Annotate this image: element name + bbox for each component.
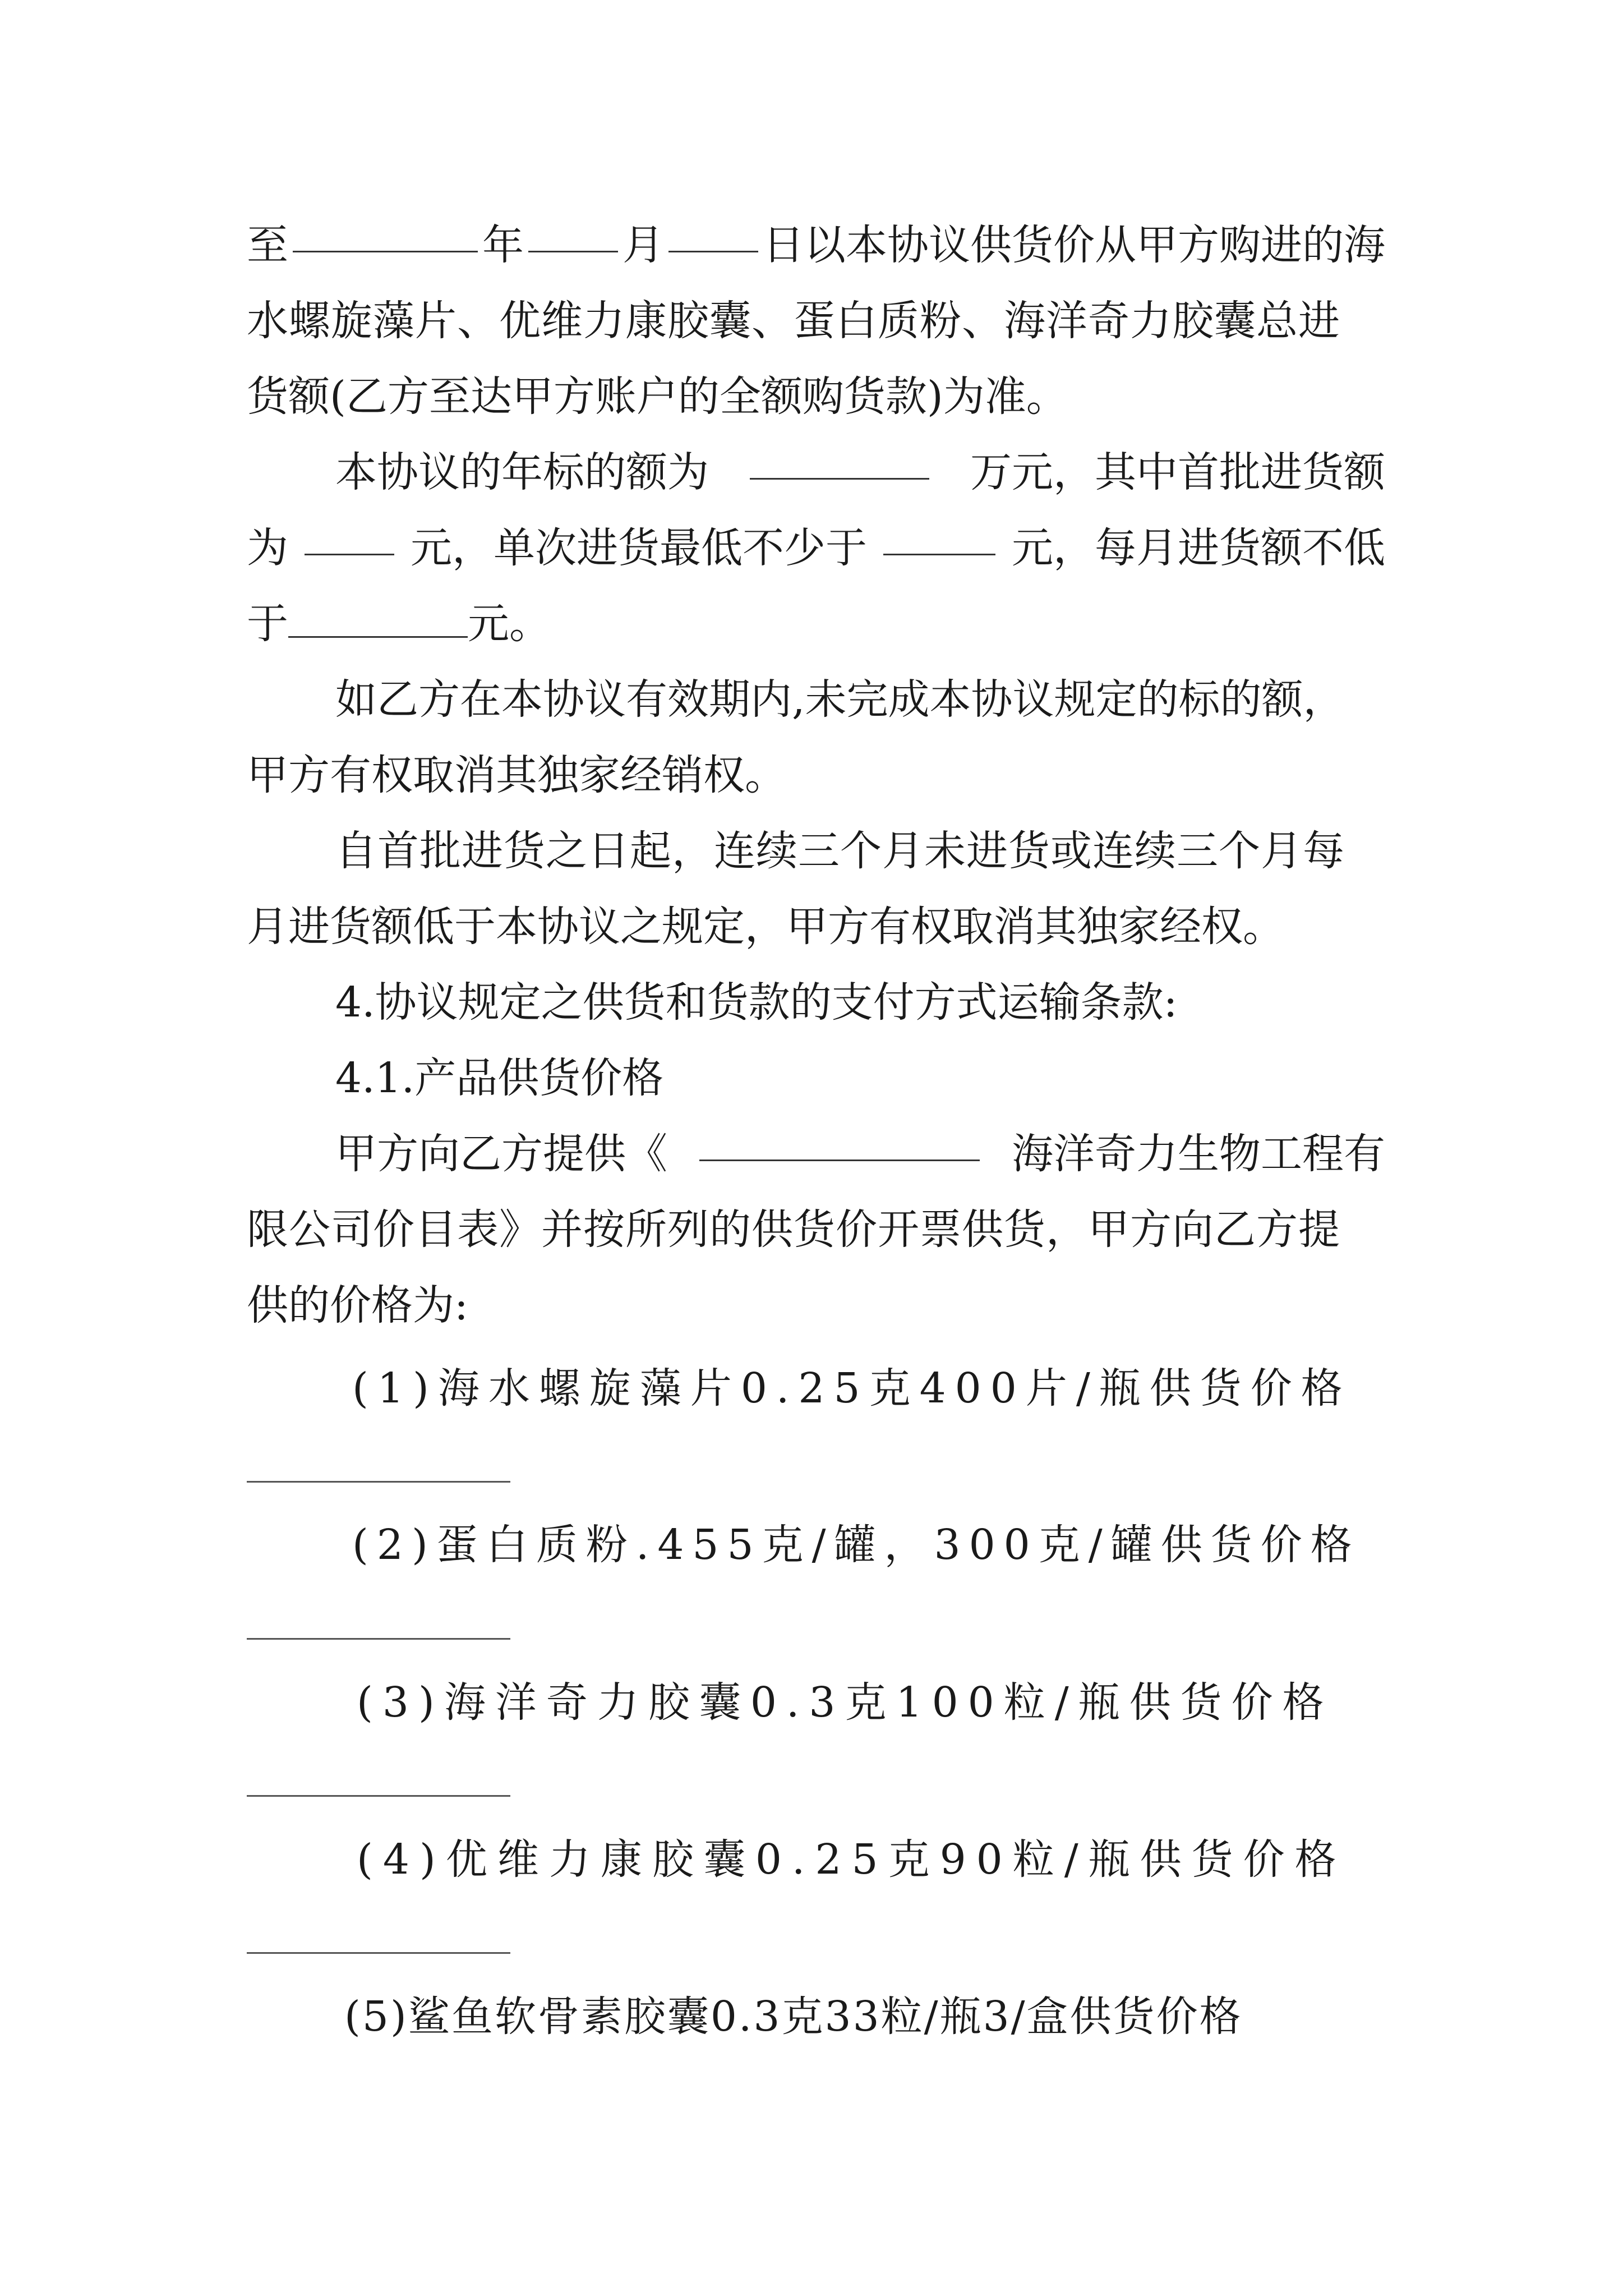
- p1-line-2: 水螺旋藻片、优维力康胶囊、蛋白质粉、海洋奇力胶囊总进: [247, 297, 1340, 345]
- month-blank[interactable]: [528, 211, 618, 252]
- p3-line-2: 甲方有权取消其独家经销权。: [247, 751, 786, 799]
- text: 于: [247, 600, 288, 648]
- min-order-blank[interactable]: [883, 514, 995, 555]
- text: 本协议的年标的额为: [335, 448, 709, 496]
- price-blank-4[interactable]: [247, 1952, 510, 1954]
- text: 甲方向乙方提供《: [335, 1130, 667, 1178]
- text: 为: [247, 524, 288, 572]
- monthly-min-blank[interactable]: [288, 597, 468, 638]
- text: 日以本协议供货价从甲方购进的海: [763, 221, 1385, 269]
- p5-line-3: 供的价格为:: [247, 1281, 468, 1329]
- p4-line-2: 月进货额低于本协议之规定，甲方有权取消其独家经权。: [247, 903, 1284, 951]
- p4-line-1: 自首批进货之日起，连续三个月未进货或连续三个月每: [335, 827, 1345, 875]
- text: 元，单次进货最低不少于: [411, 524, 867, 572]
- text: 万元，其中首批进货额: [970, 448, 1385, 496]
- price-blank-2[interactable]: [247, 1638, 510, 1640]
- p5-line-1: [335, 1120, 1385, 1188]
- company-name-blank[interactable]: [699, 1120, 980, 1161]
- price-item-2: (2)蛋白质粉.455克/罐，300克/罐供货价格: [352, 1521, 1361, 1569]
- p5-line-2: 限公司价目表》并按所列的供货价开票供货，甲方向乙方提: [247, 1205, 1340, 1254]
- text: 元。: [468, 600, 551, 648]
- day-blank[interactable]: [668, 211, 758, 252]
- section-4-heading: 4.协议规定之供货和货款的支付方式运输条款:: [335, 978, 1178, 1027]
- p1-line-3: 货额(乙方至达甲方账户的全额购货款)为准。: [247, 372, 1068, 421]
- price-item-1: (1)海水螺旋藻片0.25克400片/瓶供货价格: [352, 1364, 1352, 1412]
- p1-line-1: [247, 211, 1385, 279]
- text: 年: [482, 221, 524, 269]
- annual-target-blank[interactable]: [750, 439, 929, 480]
- price-item-3: (3)海洋奇力胶囊0.3克100粒/瓶供货价格: [357, 1678, 1334, 1727]
- first-order-blank[interactable]: [305, 514, 394, 555]
- price-item-4: (4)优维力康胶囊0.25克90粒/瓶供货价格: [357, 1835, 1347, 1884]
- p2-line-2: [247, 514, 1385, 582]
- section-4-1-heading: 4.1.产品供货价格: [335, 1054, 664, 1102]
- text: 至: [247, 221, 288, 269]
- year-blank[interactable]: [293, 211, 478, 252]
- text: 元，每月进货额不低: [1012, 524, 1385, 572]
- text: 海洋奇力生物工程有: [1012, 1130, 1385, 1178]
- p2-line-1: [335, 439, 1385, 506]
- price-blank-1[interactable]: [247, 1481, 510, 1483]
- price-blank-3[interactable]: [247, 1795, 510, 1797]
- price-item-5: (5)鲨鱼软骨素胶囊0.3克33粒/瓶3/盒供货价格: [344, 1993, 1243, 2041]
- text: 月: [623, 221, 664, 269]
- p3-line-1: 如乙方在本协议有效期内,未完成本协议规定的标的额，: [335, 675, 1345, 724]
- p2-line-3: [247, 590, 1385, 657]
